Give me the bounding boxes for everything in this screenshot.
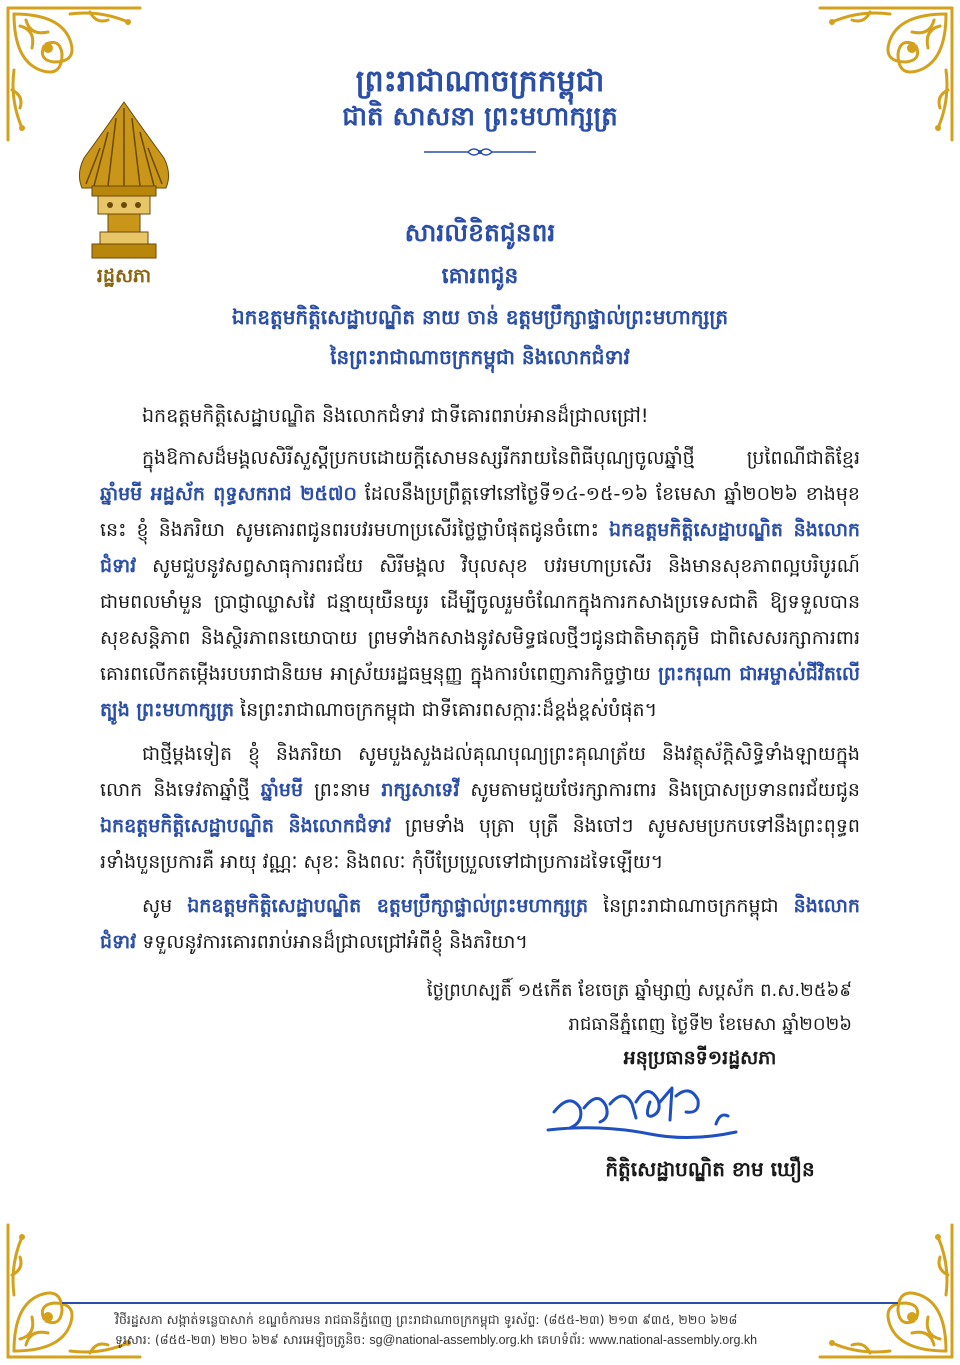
footer-divider — [62, 1302, 898, 1304]
paragraph-text: សូមជួបនូវសព្វសាធុការពរជ័យ សិរីមង្គល វិបុលសុខ បវរមហាប្រសើរ និងមានសុខភាពល្អបរិបូរណ៍ ជាមពលមាំមួន ប្រាជ្ញាឈ្លាសវៃ ជន្មាយុយឺនយូរ ដើម្បីចូលរួមចំណែកក្នុងការកសាងប្រទេសជាតិ ឱ្យទទួលបានសុខសន្តិភាព និងស្ថិរភាពនយោបាយ ព្រមទាំងកសាងនូវសមិទ្ធផលថ្មីៗជូនជាតិមាតុភូមិ ជាពិសេសរក្សាការពារគោរពលើកតម្កើងរបបរាជានិយម អាស្រ័យរដ្ឋធម្មនុញ្ញ ក្នុងការបំពេញភារកិច្ចថ្វាយ — [100, 555, 860, 685]
national-motto: ជាតិ សាសនា ព្រះមហាក្សត្រ — [342, 102, 618, 132]
greeting-paragraph: ឯកឧត្តមកិត្តិសេដ្ឋាបណ្ឌិត និងលោកជំទាវ ជាទីគោរពរាប់អានដ៏ជ្រាលជ្រៅ! — [142, 405, 649, 427]
paragraph-text: នៃព្រះរាជាណាចក្រកម្ពុជា ជាទីគោរពសក្ការៈដ៏ខ្ពង់ខ្ពស់បំផុត។ — [234, 699, 658, 721]
recipient-line-1: ឯកឧត្តមកិត្តិសេដ្ឋាបណ្ឌិត នាយ ចាន់ ឧត្តមប្រឹក្សាផ្ទាល់ព្រះមហាក្សត្រ — [231, 305, 729, 329]
footer-address: វិថីរដ្ឋសភា សង្កាត់ទន្លេបាសាក់ ខណ្ឌចំការមន រាជធានីភ្នំពេញ ព្រះរាជាណាចក្រកម្ពុជា ទូរស័ព្ទ: (៨៥៥-២៣) ២១៣ ៩៣៥, ២២០ ៦២៨ — [115, 1312, 738, 1327]
king-title-highlight: ព្រះករុណា ជាអម្ចាស់ជីវិតលើត្បូង ព្រះមហាក្សត្រ — [100, 663, 860, 721]
paragraph-text: ជាថ្មីម្ដងទៀត ខ្ញុំ និងភរិយា សូមបួងសួងដល់គុណបុណ្យព្រះគុណត្រ័យ និងវត្ថុស័ក្តិសិទ្ធិទាំងឡាយក្នុងលោក និងទេវតាឆ្នាំថ្មី — [100, 743, 860, 801]
body-paragraph-2 — [100, 736, 860, 880]
year-highlight: ឆ្នាំមមី — [260, 779, 304, 801]
paragraph-text: សូម — [142, 895, 188, 917]
paragraph-text: ក្នុងឱកាសដ៏មង្គលសិរីសួស្ដីប្រកបដោយក្ដីសោមនស្សរីករាយនៃពិធីបុណ្យចូលឆ្នាំថ្មី ប្រពៃណីជាតិខ្មែរ — [142, 447, 860, 469]
solar-date: រាជធានីភ្នំពេញ ថ្ងៃទី២ ខែមេសា ឆ្នាំ២០២៦ — [568, 1014, 852, 1035]
divider-ornament-icon — [420, 144, 540, 160]
recipient-highlight: ឯកឧត្តមកិត្តិសេដ្ឋាបណ្ឌិត និងលោកជំទាវ — [100, 815, 392, 837]
footer-contact — [115, 1332, 895, 1351]
footer-email-link[interactable]: sg@national-assembly.org.kh — [369, 1333, 534, 1347]
handwritten-signature-icon — [540, 1072, 740, 1162]
year-highlight: ឆ្នាំមមី អដ្ឋស័ក ពុទ្ធសករាជ ២៥៧០ — [100, 483, 357, 505]
kingdom-title: ព្រះរាជាណាចក្រកម្ពុជា — [355, 64, 605, 99]
body-paragraph-1 — [100, 440, 860, 728]
lunar-date: ថ្ងៃព្រហស្បតិ៍ ១៥កើត ខែចេត្រ ឆ្នាំម្សាញ់ សប្តស័ក ព.ស.២៥៦៩ — [426, 980, 852, 1001]
recipient-line-2: នៃព្រះរាជាណាចក្រកម្ពុជា និងលោកជំទាវ — [330, 345, 630, 369]
paragraph-text: ដែលនឹងប្រព្រឹត្តទៅនៅថ្ងៃទី១៤-១៥-១៦ ខែមេសា ឆ្នាំ២០២៦ ខាងមុខនេះ ខ្ញុំ និងភរិយា សូមគោរពជូនពរបវរមហាប្រសើរថ្លៃថ្លាបំផុតជូនចំពោះ — [100, 483, 860, 541]
paragraph-text: ទទួលនូវការគោរពរាប់អានដ៏ជ្រាលជ្រៅអំពីខ្ញុំ និងភរិយា។ — [136, 931, 528, 953]
footer-fax: ទូរសារ: (៨៥៥-២៣) ២២០ ៦២៩ សារអេឡិចត្រូនិច: — [115, 1332, 370, 1347]
footer-web-label: គេហទំព័រ: — [533, 1332, 590, 1347]
recipient-highlight: ឯកឧត្តមកិត្តិសេដ្ឋាបណ្ឌិត និងលោកជំទាវ — [100, 519, 860, 577]
paragraph-text: នៃព្រះរាជាណាចក្រកម្ពុជា — [588, 895, 794, 917]
paragraph-text: ព្រះនាម — [303, 779, 382, 801]
closing-paragraph — [100, 888, 860, 960]
signer-title: អនុប្រធានទី១រដ្ឋសភា — [623, 1047, 777, 1069]
salutation-label: គោរពជូន — [441, 264, 519, 289]
signer-name: កិត្តិសេដ្ឋាបណ្ឌិត ខាម ឃឿន — [605, 1157, 815, 1181]
emblem-label: រដ្ឋសភា — [96, 265, 152, 287]
recipient-highlight: និងលោកជំទាវ — [100, 895, 860, 953]
footer-website-link[interactable]: www.national-assembly.org.kh — [589, 1333, 758, 1347]
letter-title: សារលិខិតជូនពរ — [404, 218, 556, 247]
paragraph-text: ព្រមទាំង បុត្រា បុត្រី និងចៅៗ សូមសមប្រកបទៅនឹងព្រះពុទ្ធពរទាំងបួនប្រការគឺ អាយុ វណ្ណៈ សុខៈ និងពលៈ កុំបីប្រែប្រួលទៅជាប្រការដទៃឡើយ។ — [100, 815, 860, 873]
recipient-highlight: ឯកឧត្តមកិត្តិសេដ្ឋាបណ្ឌិត ឧត្តមប្រឹក្សាផ្ទាល់ព្រះមហាក្សត្រ — [187, 895, 589, 917]
deity-highlight: រាក្សសាទេវី — [381, 779, 460, 801]
paragraph-text: សូមតាមជួយថែរក្សាការពារ និងប្រោសប្រទានពរជ័យជូន — [459, 779, 860, 801]
